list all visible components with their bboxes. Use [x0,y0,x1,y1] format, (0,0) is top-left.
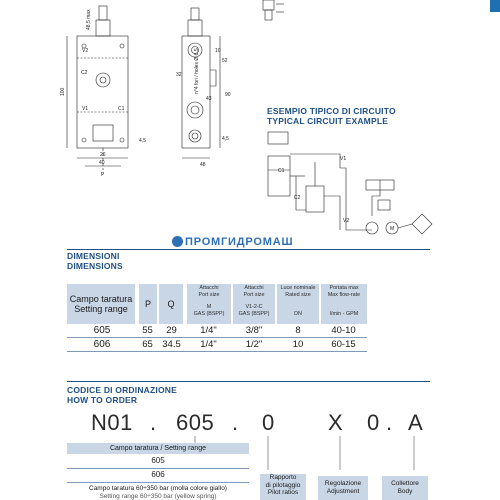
dimensions-title-it: DIMENSIONI [67,251,120,261]
range-value-605: 605 [67,456,249,469]
cell-flow: 60-15 [320,338,367,352]
label-c2: C2 [81,70,88,76]
circuit-c1: C1 [278,168,285,174]
label-p: P [101,172,105,178]
tag-pilot-1: Rapporto [269,474,297,481]
tag-pilot-3: Pilot ratios [267,489,299,496]
label-4-5: 4,5 [139,138,146,144]
label-c1: C1 [118,106,125,112]
cell-model: 606 [67,338,137,352]
header-bore-it: Luce nominale [280,285,316,291]
cell-model: 605 [67,324,137,338]
code-adjust: X [328,410,344,435]
circuit-title-en: TYPICAL CIRCUIT EXAMPLE [267,116,389,126]
cell-p: 65 [137,338,158,352]
code-zero: 0 [367,410,380,435]
label-side-4-5: 4,5 [222,136,229,142]
circuit-m: M [390,226,395,232]
table-header-row [67,284,367,324]
cell-flow: 40-10 [320,324,367,338]
header-p: P [144,299,151,309]
header-ports-m-type: GAS (BSPP) [193,310,225,317]
label-holes: n°4 fori / holes Ø 6,5 [194,48,200,94]
header-ports-m-it: Attacchi [199,285,219,291]
label-40: 40 [99,160,105,166]
header-bore-en: Rated size [285,291,311,298]
side-view-labels [176,48,231,168]
cell-m: 1/4" [185,338,232,352]
code-dot-1: . [150,410,157,435]
label-v2: V2 [82,48,89,54]
circuit-title-it: ESEMPIO TIPICO DI CIRCUITO [267,106,396,116]
code-dot-3: . [386,410,393,435]
table-row [67,338,367,352]
header-range-it: Campo taratura [69,294,133,304]
cell-q: 29 [158,324,185,338]
dimensions-title-en: DIMENSIONS [67,261,123,271]
dimensions-table [67,284,367,352]
cell-m: 1/4" [185,324,232,338]
tag-body-en: Body [397,487,413,495]
label-10: 10 [215,48,221,54]
range-value-606: 606 [67,470,249,483]
watermark-logo-icon [172,236,183,247]
code-model: 605 [176,410,215,435]
cell-dn: 8 [276,324,320,338]
code-body: A [408,410,424,435]
label-52: 52 [222,58,228,64]
table-row [67,324,367,338]
range-note-en: Setting range 60÷350 bar (yellow spring) [99,493,217,500]
front-view-labels [60,9,146,178]
code-dot-2: . [232,410,239,435]
tag-adjust-en: Adjustment [326,487,360,495]
ordering-title-en: HOW TO ORDER [67,395,138,405]
watermark-text: ПРОМГИДРОМАШ [185,236,294,248]
label-100: 100 [60,87,66,96]
header-q: Q [167,299,175,309]
tag-body-it: Collettore [391,480,419,487]
label-48: 48 [200,162,206,168]
tag-adjust [318,476,368,500]
circuit-v2: V2 [343,218,350,224]
header-ports-v-name: V1-2-C [245,304,263,310]
header-bore-unit: DN [294,311,302,317]
circuit-v1: V1 [340,156,347,162]
cell-v: 3/8" [232,324,276,338]
cell-dn: 10 [276,338,320,352]
label-v1: V1 [82,106,89,112]
cell-p: 55 [137,324,158,338]
label-32: 32 [176,72,182,78]
header-flow-en: Max flow-rate [327,291,361,298]
header-ports-m-en: Port size [198,291,220,298]
circuit-c2: C2 [294,195,301,201]
cell-q: 34.5 [158,338,185,352]
header-ports-v-type: GAS (BSPP) [238,310,270,317]
header-flow-unit: l/min - GPM [329,311,359,317]
tag-body [382,476,428,500]
tag-pilot [260,474,306,500]
header-range-en: Setting range [74,304,128,314]
technical-drawing [0,0,500,240]
label-48-5: 48,5 max [86,9,92,30]
ordering-title-it: CODICE DI ORDINAZIONE [67,385,177,395]
tag-adjust-it: Regolazione [324,480,362,487]
divider-dimensions [67,249,430,250]
range-header: Campo taratura / Setting range [67,443,249,454]
tag-pilot-2: di pilotaggio [265,481,301,489]
circuit-diagram [268,132,432,234]
divider-ordering [67,381,430,382]
header-ports-v-it: Attacchi [244,285,264,291]
label-43: 43 [206,96,212,102]
code-series: N01 [91,410,133,435]
label-90: 90 [225,92,231,98]
circuit-labels [278,156,394,232]
label-26: 26 [100,152,106,158]
header-ports-v-en: Port size [243,291,265,298]
code-pilot: 0 [262,410,275,435]
header-ports-m-name: M [206,304,212,310]
cell-v: 1/2" [232,338,276,352]
header-flow-it: Portata max [329,285,359,291]
range-note-it: Campo taratura 60÷350 bar (molla colore giallo) [89,485,227,492]
